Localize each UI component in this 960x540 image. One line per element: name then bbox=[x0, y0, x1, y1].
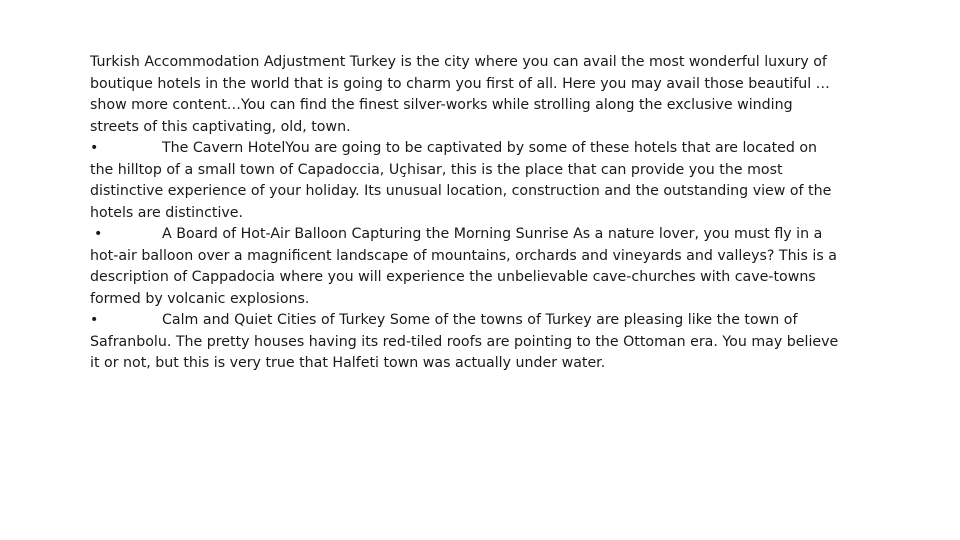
intro-paragraph: Turkish Accommodation Adjustment Turkey is the city where you can avail the most wonderful luxury of boutique hotels in the world that is going to charm you first of all. Here you may avail those beautiful …show more content…You can find the finest silver-works while strolling along the exclusive winding streets of this captivating, old, town. bbox=[90, 54, 830, 135]
bullet-paragraph-hot-air-balloon bbox=[90, 224, 840, 310]
bullet-text: The Cavern HotelYou are going to be captivated by some of these hotels that are located on the hilltop of a small town of Capadoccia, Uçhisar, this is the place that can provide you the most distinctive experience of your holiday. Its unusual location, construction and the outstanding view of the hotels are distinctive. bbox=[90, 140, 832, 221]
document-body bbox=[90, 52, 840, 375]
bullet-icon: • bbox=[90, 140, 99, 156]
bullet-icon: • bbox=[90, 312, 99, 328]
bullet-icon: • bbox=[94, 226, 103, 242]
bullet-text: A Board of Hot-Air Balloon Capturing the Morning Sunrise As a nature lover, you must fly in a hot-air balloon over a magnificent landscape of mountains, orchards and vineyards and valleys? This is a description of Cappadocia where you will experience the unbelievable cave-churches with cave-towns formed by volcanic explosions. bbox=[90, 226, 837, 307]
bullet-paragraph-calm-cities bbox=[90, 310, 840, 375]
bullet-text: Calm and Quiet Cities of Turkey Some of the towns of Turkey are pleasing like the town of Safranbolu. The pretty houses having its red-tiled roofs are pointing to the Ottoman era. You may believe it or not, but this is very true that Halfeti town was actually under water. bbox=[90, 312, 839, 371]
bullet-paragraph-cavern-hotel bbox=[90, 138, 840, 224]
